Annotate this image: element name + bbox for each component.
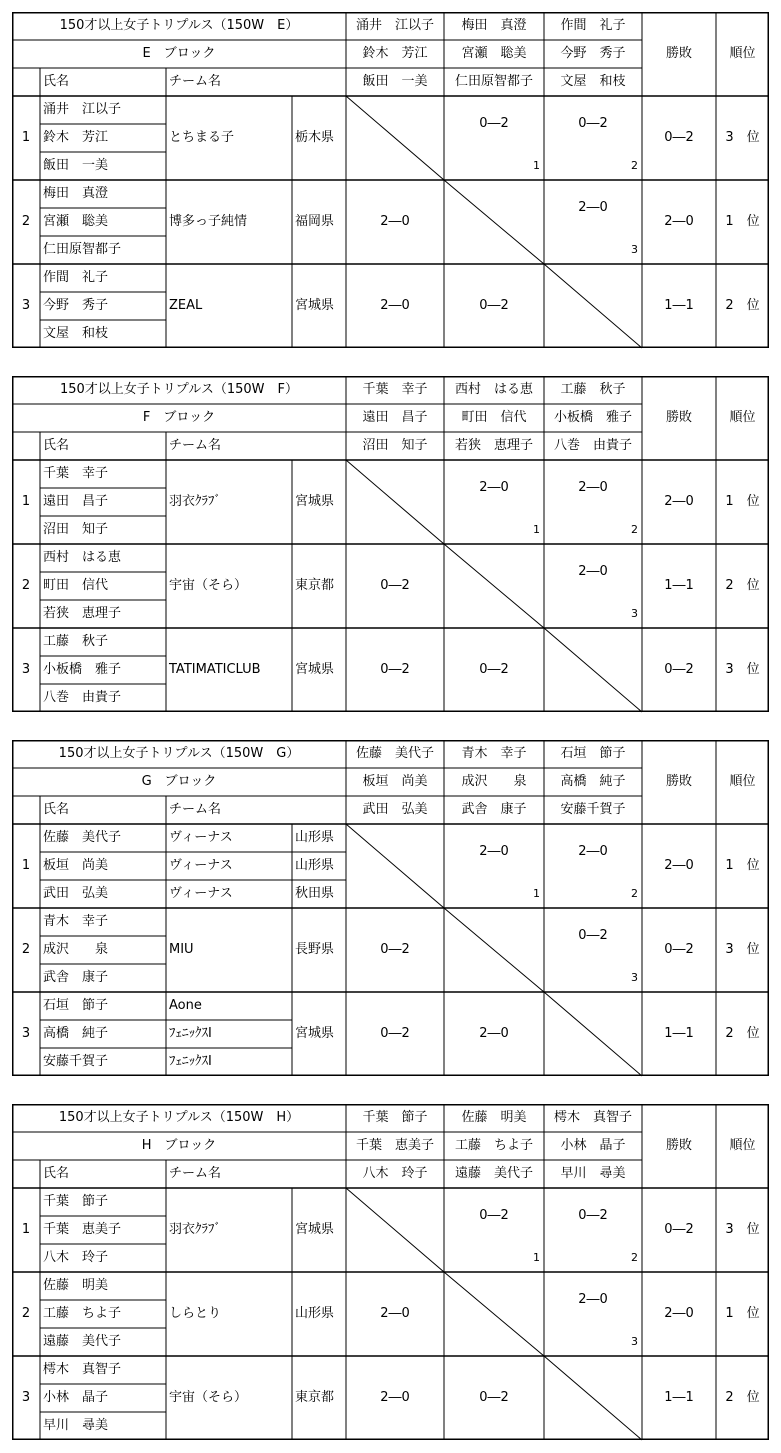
rank: 1 位 <box>725 1306 760 1321</box>
win-loss-record: 0―2 <box>664 1222 694 1237</box>
rank-header: 順位 <box>729 410 756 425</box>
opponent-header-member: 武舎 康子 <box>461 802 527 817</box>
opponent-header-member: 青木 幸子 <box>461 746 527 761</box>
team-number: 3 <box>21 1390 31 1405</box>
match-score: 2―0 <box>578 1292 608 1307</box>
member-name: 作間 礼子 <box>43 270 109 285</box>
team-number: 3 <box>21 1026 31 1041</box>
rank: 2 位 <box>725 298 760 313</box>
prefecture: 宮城県 <box>295 298 335 313</box>
member-name: 青木 幸子 <box>43 914 109 929</box>
match-order-mark: 1 <box>533 523 540 536</box>
prefecture: 宮城県 <box>295 494 335 509</box>
team-number: 2 <box>21 1306 31 1321</box>
team-number: 2 <box>21 214 31 229</box>
member-name: 成沢 泉 <box>43 942 109 957</box>
match-order-mark: 1 <box>533 1251 540 1264</box>
name-header: 氏名 <box>43 438 70 453</box>
opponent-header-member: 宮瀬 聡美 <box>461 46 527 61</box>
match-score: 0―2 <box>479 116 509 131</box>
match-score: 0―2 <box>578 116 608 131</box>
match-score: 0―2 <box>578 928 608 943</box>
team-header: チーム名 <box>169 74 222 89</box>
member-name: 小林 晶子 <box>43 1390 109 1405</box>
rank-header: 順位 <box>729 1138 756 1153</box>
block-name: F ブロック <box>142 410 216 425</box>
prefecture: 宮城県 <box>295 662 335 677</box>
member-name: 板垣 尚美 <box>43 858 109 873</box>
win-loss-record: 2―0 <box>664 1306 694 1321</box>
self-match-diagonal <box>444 908 544 992</box>
opponent-header-member: 千葉 節子 <box>362 1110 428 1125</box>
prefecture: 山形県 <box>295 830 335 845</box>
winloss-header: 勝敗 <box>665 46 692 61</box>
match-score: 2―0 <box>578 844 608 859</box>
match-order-mark: 2 <box>631 523 638 536</box>
opponent-header-member: 工藤 ちよ子 <box>454 1138 533 1153</box>
opponent-header-member: 千葉 幸子 <box>362 382 428 397</box>
team-number: 3 <box>21 662 31 677</box>
self-match-diagonal <box>346 460 444 544</box>
match-order-mark: 2 <box>631 1251 638 1264</box>
team-number: 1 <box>21 130 31 145</box>
block-table <box>12 1104 769 1440</box>
opponent-header-member: 工藤 秋子 <box>560 382 626 397</box>
prefecture: 福岡県 <box>295 214 335 229</box>
member-name: 千葉 節子 <box>43 1194 109 1209</box>
member-name: 佐藤 美代子 <box>43 830 122 845</box>
match-score: 2―0 <box>380 214 410 229</box>
member-name: 鈴木 芳江 <box>43 130 109 145</box>
team-number: 3 <box>21 298 31 313</box>
member-name: 早川 尋美 <box>43 1418 109 1433</box>
win-loss-record: 1―1 <box>664 578 694 593</box>
opponent-header-member: 若狭 恵理子 <box>454 438 533 453</box>
team-number: 1 <box>21 1222 31 1237</box>
team-name: 博多っ子純情 <box>169 214 248 229</box>
prefecture: 山形県 <box>295 1306 335 1321</box>
member-name: 工藤 秋子 <box>43 634 109 649</box>
team-number: 2 <box>21 942 31 957</box>
self-match-diagonal <box>346 824 444 908</box>
match-order-mark: 2 <box>631 159 638 172</box>
member-name: 石垣 節子 <box>43 998 109 1013</box>
member-name: 武田 弘美 <box>43 886 109 901</box>
self-match-diagonal <box>444 544 544 628</box>
member-name: 八木 玲子 <box>43 1250 109 1265</box>
win-loss-record: 1―1 <box>664 298 694 313</box>
team-name: TATIMATICLUB <box>169 662 261 677</box>
block-table <box>12 376 769 712</box>
team-name: ヴィーナス <box>169 858 233 873</box>
win-loss-record: 0―2 <box>664 942 694 957</box>
opponent-header-member: 樗木 真智子 <box>553 1110 632 1125</box>
match-order-mark: 3 <box>631 243 638 256</box>
member-name: 樗木 真智子 <box>43 1362 122 1377</box>
opponent-header-member: 成沢 泉 <box>461 774 527 789</box>
team-name: しらとり <box>169 1306 222 1321</box>
match-score: 2―0 <box>479 1026 509 1041</box>
prefecture: 山形県 <box>295 858 335 873</box>
team-name: 宇宙（そら） <box>169 578 248 593</box>
match-score: 0―2 <box>479 298 509 313</box>
self-match-diagonal <box>444 180 544 264</box>
match-order-mark: 1 <box>533 159 540 172</box>
opponent-header-member: 安藤千賀子 <box>560 802 626 817</box>
self-match-diagonal <box>346 1188 444 1272</box>
match-score: 0―2 <box>380 662 410 677</box>
name-header: 氏名 <box>43 802 70 817</box>
opponent-header-member: 遠田 昌子 <box>362 410 428 425</box>
team-name: 羽衣ｸﾗﾌﾞ <box>169 494 222 509</box>
match-score: 0―2 <box>479 1208 509 1223</box>
rank-header: 順位 <box>729 46 756 61</box>
self-match-diagonal <box>444 1272 544 1356</box>
winloss-header: 勝敗 <box>665 1138 692 1153</box>
opponent-header-member: 沼田 知子 <box>362 438 428 453</box>
team-header: チーム名 <box>169 438 222 453</box>
match-score: 0―2 <box>380 942 410 957</box>
prefecture: 栃木県 <box>295 130 335 145</box>
opponent-header-member: 武田 弘美 <box>362 802 428 817</box>
win-loss-record: 1―1 <box>664 1026 694 1041</box>
rank: 2 位 <box>725 1390 760 1405</box>
match-score: 0―2 <box>479 662 509 677</box>
block-table <box>12 740 769 1076</box>
prefecture: 東京都 <box>295 1390 335 1405</box>
rank: 2 位 <box>725 578 760 593</box>
rank: 3 位 <box>725 130 760 145</box>
match-score: 2―0 <box>578 480 608 495</box>
member-name: 飯田 一美 <box>43 158 109 173</box>
block-name: H ブロック <box>141 1138 217 1153</box>
win-loss-record: 1―1 <box>664 1390 694 1405</box>
self-match-diagonal <box>346 96 444 180</box>
self-match-diagonal <box>544 1356 642 1440</box>
member-name: 今野 秀子 <box>43 298 109 313</box>
prefecture: 宮城県 <box>295 1026 335 1041</box>
opponent-header-member: 佐藤 美代子 <box>355 746 434 761</box>
team-name: ヴィーナス <box>169 886 233 901</box>
member-name: 町田 信代 <box>43 578 109 593</box>
match-score: 0―2 <box>479 1390 509 1405</box>
match-score: 2―0 <box>479 844 509 859</box>
member-name: 宮瀬 聡美 <box>43 214 109 229</box>
prefecture: 秋田県 <box>295 886 335 901</box>
match-order-mark: 3 <box>631 607 638 620</box>
win-loss-record: 2―0 <box>664 858 694 873</box>
opponent-header-member: 佐藤 明美 <box>461 1110 527 1125</box>
name-header: 氏名 <box>43 74 70 89</box>
team-name: 羽衣ｸﾗﾌﾞ <box>169 1222 222 1237</box>
block-name: E ブロック <box>142 46 216 61</box>
prefecture: 宮城県 <box>295 1222 335 1237</box>
opponent-header-member: 千葉 恵美子 <box>355 1138 434 1153</box>
name-header: 氏名 <box>43 1166 70 1181</box>
member-name: 文屋 和枝 <box>43 326 109 341</box>
self-match-diagonal <box>544 992 642 1076</box>
member-name: 工藤 ちよ子 <box>43 1306 122 1321</box>
match-score: 2―0 <box>479 480 509 495</box>
team-name: 宇宙（そら） <box>169 1390 248 1405</box>
match-score: 0―2 <box>380 1026 410 1041</box>
match-score: 0―2 <box>578 1208 608 1223</box>
team-name: ヴィーナス <box>169 830 233 845</box>
rank-header: 順位 <box>729 774 756 789</box>
prefecture: 東京都 <box>295 578 335 593</box>
member-name: 千葉 幸子 <box>43 466 109 481</box>
win-loss-record: 2―0 <box>664 214 694 229</box>
win-loss-record: 0―2 <box>664 130 694 145</box>
member-name: 佐藤 明美 <box>43 1278 109 1293</box>
opponent-header-member: 涌井 江以子 <box>355 18 434 33</box>
match-order-mark: 2 <box>631 887 638 900</box>
member-name: 八巻 由貴子 <box>43 690 122 705</box>
opponent-header-member: 鈴木 芳江 <box>362 46 428 61</box>
opponent-header-member: 石垣 節子 <box>560 746 626 761</box>
match-score: 2―0 <box>578 564 608 579</box>
opponent-header-member: 町田 信代 <box>461 410 527 425</box>
team-header: チーム名 <box>169 802 222 817</box>
match-score: 2―0 <box>578 200 608 215</box>
member-name: 遠田 昌子 <box>43 494 109 509</box>
member-name: 高橋 純子 <box>43 1026 109 1041</box>
member-name: 千葉 恵美子 <box>43 1222 122 1237</box>
block-table <box>12 12 769 348</box>
rank: 1 位 <box>725 858 760 873</box>
member-name: 小板橋 雅子 <box>43 662 122 677</box>
opponent-header-member: 仁田原智都子 <box>454 74 533 89</box>
opponent-header-member: 小板橋 雅子 <box>553 410 632 425</box>
team-number: 2 <box>21 578 31 593</box>
team-number: 1 <box>21 858 31 873</box>
opponent-header-member: 小林 晶子 <box>560 1138 626 1153</box>
team-number: 1 <box>21 494 31 509</box>
member-name: 武舎 康子 <box>43 970 109 985</box>
member-name: 若狭 恵理子 <box>43 606 122 621</box>
match-order-mark: 1 <box>533 887 540 900</box>
rank: 3 位 <box>725 1222 760 1237</box>
opponent-header-member: 作間 礼子 <box>560 18 626 33</box>
opponent-header-member: 早川 尋美 <box>560 1166 626 1181</box>
self-match-diagonal <box>544 264 642 348</box>
rank: 1 位 <box>725 494 760 509</box>
winloss-header: 勝敗 <box>665 774 692 789</box>
block-title: 150才以上女子トリプルス（150W H） <box>58 1110 300 1125</box>
match-score: 2―0 <box>380 1390 410 1405</box>
opponent-header-member: 遠藤 美代子 <box>454 1166 533 1181</box>
winloss-header: 勝敗 <box>665 410 692 425</box>
member-name: 涌井 江以子 <box>43 102 122 117</box>
opponent-header-member: 高橋 純子 <box>560 774 626 789</box>
block-title: 150才以上女子トリプルス（150W F） <box>59 382 299 397</box>
team-name: MIU <box>169 942 194 957</box>
team-name: ﾌｪﾆｯｸｽⅠ <box>169 1054 212 1069</box>
match-score: 0―2 <box>380 578 410 593</box>
match-score: 2―0 <box>380 298 410 313</box>
team-name: Aone <box>169 998 202 1013</box>
block-name: G ブロック <box>141 774 217 789</box>
opponent-header-member: 文屋 和枝 <box>560 74 626 89</box>
member-name: 安藤千賀子 <box>43 1054 109 1069</box>
opponent-header-member: 八巻 由貴子 <box>553 438 632 453</box>
block-title: 150才以上女子トリプルス（150W G） <box>58 746 300 761</box>
team-header: チーム名 <box>169 1166 222 1181</box>
team-name: ZEAL <box>169 298 203 313</box>
win-loss-record: 0―2 <box>664 662 694 677</box>
member-name: 梅田 真澄 <box>43 186 109 201</box>
opponent-header-member: 八木 玲子 <box>362 1166 428 1181</box>
member-name: 遠藤 美代子 <box>43 1334 122 1349</box>
match-order-mark: 3 <box>631 1335 638 1348</box>
rank: 3 位 <box>725 942 760 957</box>
member-name: 西村 はる恵 <box>43 550 122 565</box>
member-name: 仁田原智都子 <box>43 242 122 257</box>
opponent-header-member: 今野 秀子 <box>560 46 626 61</box>
self-match-diagonal <box>544 628 642 712</box>
win-loss-record: 2―0 <box>664 494 694 509</box>
block-title: 150才以上女子トリプルス（150W E） <box>59 18 299 33</box>
prefecture: 長野県 <box>295 942 335 957</box>
rank: 1 位 <box>725 214 760 229</box>
opponent-header-member: 梅田 真澄 <box>461 18 527 33</box>
member-name: 沼田 知子 <box>43 522 109 537</box>
opponent-header-member: 西村 はる恵 <box>454 382 533 397</box>
rank: 3 位 <box>725 662 760 677</box>
team-name: ﾌｪﾆｯｸｽⅠ <box>169 1026 212 1041</box>
match-order-mark: 3 <box>631 971 638 984</box>
opponent-header-member: 飯田 一美 <box>362 74 428 89</box>
rank: 2 位 <box>725 1026 760 1041</box>
team-name: とちまる子 <box>169 130 235 145</box>
opponent-header-member: 板垣 尚美 <box>362 774 428 789</box>
match-score: 2―0 <box>380 1306 410 1321</box>
